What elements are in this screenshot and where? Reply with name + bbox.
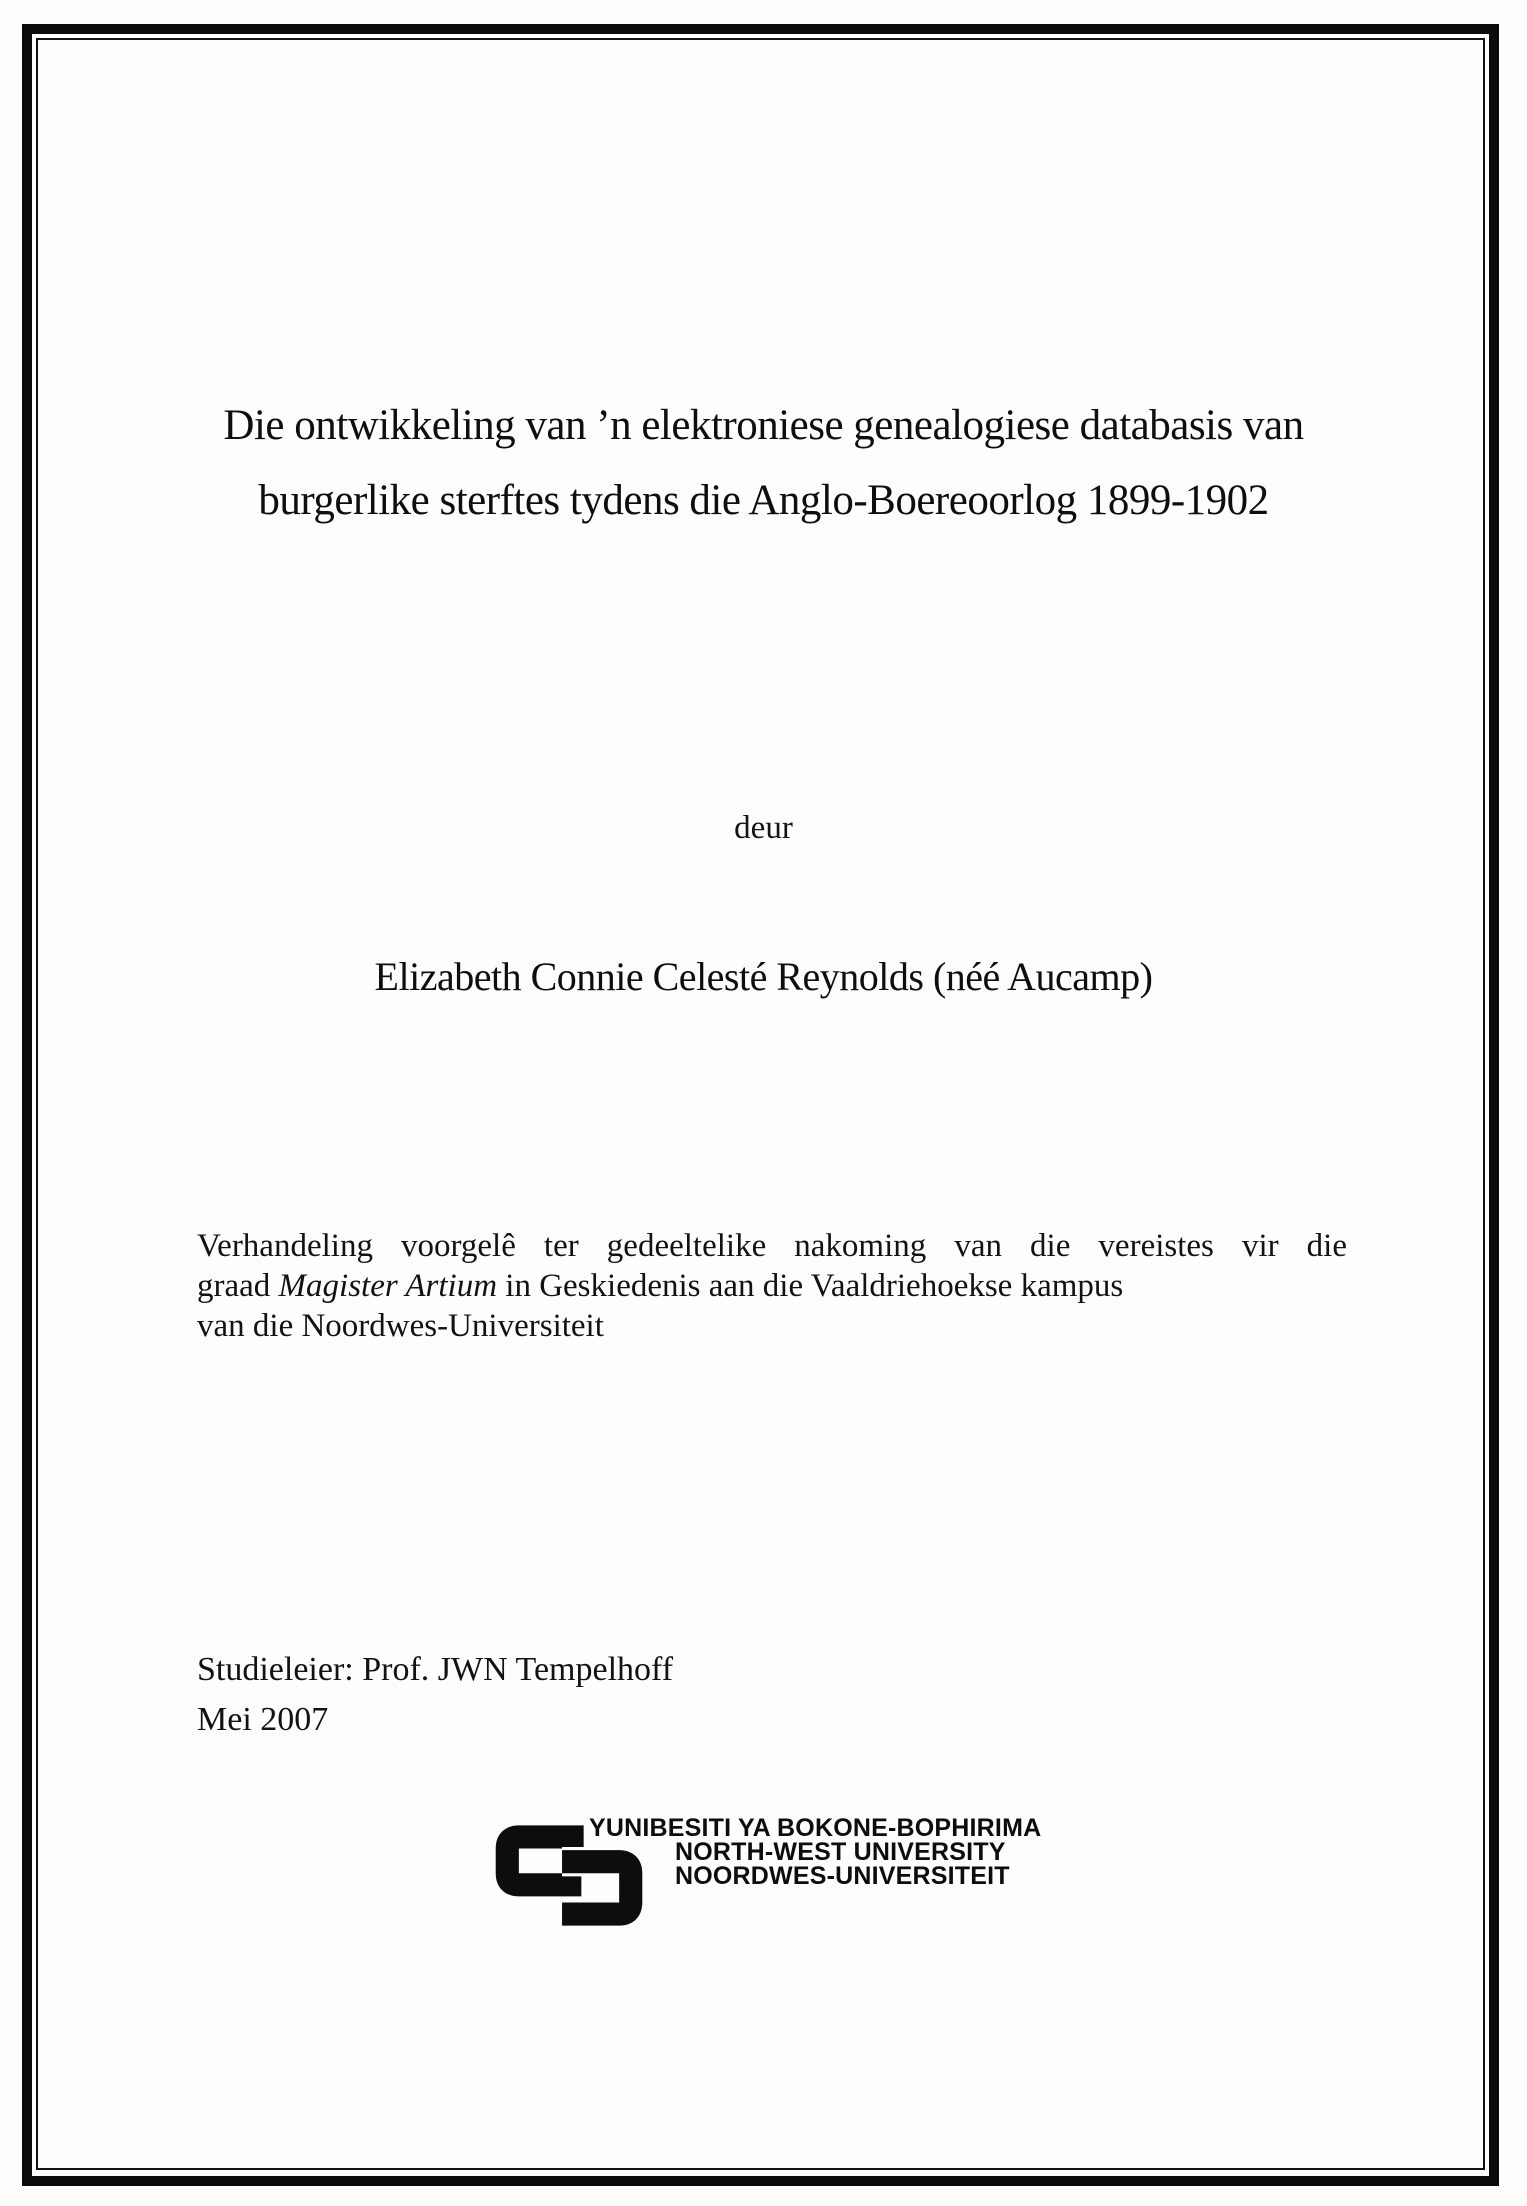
submission-line-2-prefix: graad <box>197 1268 279 1304</box>
university-logo <box>488 1814 1108 1939</box>
submission-line-2-suffix: in Geskiedenis aan die Vaaldriehoekse kampus <box>497 1268 1124 1304</box>
supervisor-block <box>197 1645 673 1745</box>
author-name: Elizabeth Connie Celesté Reynolds (néé Aucamp) <box>374 954 1153 999</box>
date-line: Mei 2007 <box>197 1701 329 1738</box>
submission-line-2 <box>197 1266 1347 1306</box>
logo-text-setswana: YUNIBESITI YA BOKONE-BOPHIRIMA <box>589 1814 1042 1842</box>
title-line-2: burgerlike sterftes tydens die Anglo-Boereoorlog 1899-1902 <box>258 477 1269 524</box>
degree-name: Magister Artium <box>278 1268 498 1304</box>
page-title <box>120 388 1407 538</box>
submission-line-3: van die Noordwes-Universiteit <box>197 1308 604 1344</box>
byline-label: deur <box>734 810 793 846</box>
logo-text-afrikaans: NOORDWES-UNIVERSITEIT <box>675 1862 1010 1890</box>
logo-text-english: NORTH-WEST UNIVERSITY <box>675 1838 1006 1866</box>
submission-statement <box>197 1226 1347 1346</box>
title-line-1: Die ontwikkeling van ’n elektroniese genealogiese databasis van <box>223 402 1304 449</box>
supervisor-line: Studieleier: Prof. JWN Tempelhoff <box>197 1651 674 1688</box>
submission-line-1: Verhandeling voorgelê ter gedeeltelike nakoming van die vereistes vir die <box>197 1228 1347 1264</box>
